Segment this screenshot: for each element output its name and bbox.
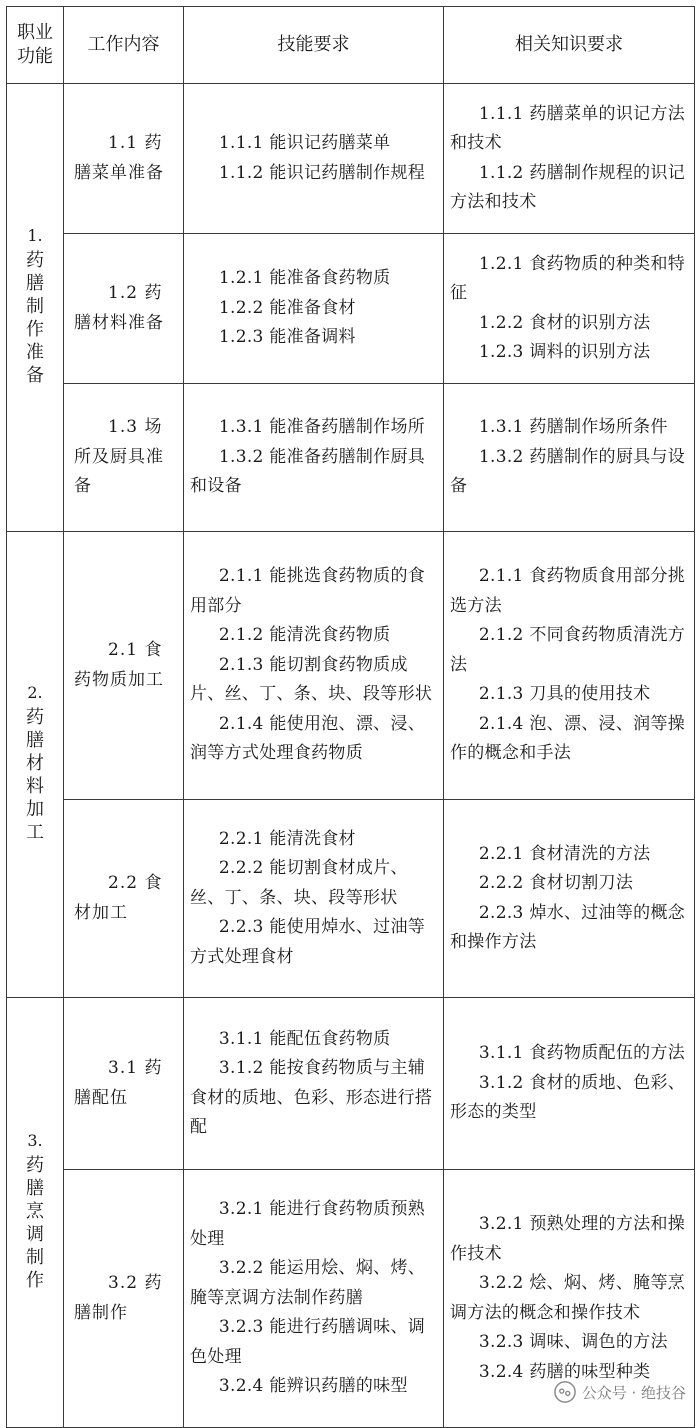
- knowledge-cell: [444, 234, 695, 384]
- knowledge-item: 2.1.2 不同食药物质清洗方法: [450, 625, 686, 675]
- work-content-cell: [64, 998, 184, 1170]
- knowledge-item: 3.2.1 预熟处理的方法和操作技术: [450, 1214, 686, 1264]
- table-row: [7, 532, 695, 800]
- skill-item: 3.2.2 能运用烩、焖、烤、腌等烹调方法制作药膳: [190, 1258, 426, 1308]
- table-row: [7, 84, 695, 234]
- function-cell: [7, 84, 64, 532]
- skills-cell: [184, 800, 444, 998]
- skill-item: 1.2.3 能准备调料: [218, 327, 356, 348]
- knowledge-item: 1.3.2 药膳制作的厨具与设备: [450, 446, 686, 497]
- skill-item: 2.1.4 能使用泡、漂、浸、润等方式处理食药物质: [190, 713, 426, 764]
- knowledge-item: 2.1.1 食药物质食用部分挑选方法: [450, 566, 686, 616]
- work-content-text: 1.2 药膳材料准备: [74, 283, 164, 333]
- function-cell: [7, 532, 64, 998]
- work-content-text: 1.3 场所及厨具准备: [74, 417, 164, 497]
- knowledge-item: 1.2.2 食材的识别方法: [478, 312, 651, 333]
- knowledge-item: 3.2.3 调味、调色的方法: [478, 1332, 668, 1352]
- work-content-text: 2.2 食材加工: [74, 873, 163, 923]
- watermark: [554, 1381, 686, 1403]
- knowledge-item: 1.1.1 药膳菜单的识记方法和技术: [450, 103, 686, 153]
- skills-cell: [184, 234, 444, 384]
- skill-item: 1.1.2 能识记药膳制作规程: [218, 162, 426, 183]
- function-cell: [7, 998, 64, 1428]
- skills-cell: [184, 998, 444, 1170]
- knowledge-item: 1.3.1 药膳制作场所条件: [478, 417, 668, 438]
- knowledge-item: 2.2.3 焯水、过油等的概念和操作方法: [450, 902, 686, 952]
- function-name: 药膳材料加工: [26, 706, 44, 843]
- function-name: 药膳烹调制作: [26, 1154, 44, 1291]
- skill-item: 2.1.3 能切割食药物质成片、丝、丁、条、块、段等形状: [190, 654, 433, 705]
- knowledge-item: 3.2.4 药膳的味型种类: [478, 1361, 651, 1382]
- skill-item: 2.2.3 能使用焯水、过油等方式处理食材: [190, 917, 426, 967]
- skill-item: 3.2.3 能进行药膳调味、调色处理: [190, 1317, 426, 1367]
- function-name: 药膳制作准备: [26, 249, 44, 386]
- table-row: [7, 384, 695, 532]
- work-content-cell: [64, 532, 184, 800]
- header-function: 职业功能: [7, 7, 64, 84]
- skill-item: 2.2.1 能清洗食材: [218, 828, 356, 849]
- skill-item: 1.3.2 能准备药膳制作厨具和设备: [190, 446, 426, 497]
- knowledge-cell: [444, 384, 695, 532]
- knowledge-item: 3.1.2 食材的质地、色彩、形态的类型: [450, 1072, 686, 1123]
- skill-item: 3.1.1 能配伍食药物质: [218, 1028, 391, 1049]
- work-content-text: 2.1 食药物质加工: [74, 640, 164, 690]
- knowledge-item: 1.2.3 调料的识别方法: [478, 342, 651, 362]
- knowledge-item: 2.2.1 食材清洗的方法: [478, 843, 651, 864]
- skill-item: 2.2.2 能切割食材成片、丝、丁、条、块、段等形状: [190, 858, 408, 908]
- work-content-text: 3.2 药膳制作: [74, 1273, 163, 1323]
- skills-cell: [184, 532, 444, 800]
- function-number: 3.: [27, 1130, 43, 1150]
- skills-cell: [184, 84, 444, 234]
- knowledge-item: 2.1.4 泡、漂、浸、润等操作的概念和手法: [450, 713, 686, 764]
- skills-table: [6, 6, 695, 1428]
- skill-item: 1.2.2 能准备食材: [218, 297, 356, 318]
- work-content-text: 3.1 药膳配伍: [74, 1058, 163, 1108]
- table-row: [7, 800, 695, 998]
- work-content-cell: [64, 234, 184, 384]
- knowledge-cell: [444, 998, 695, 1170]
- skill-item: 3.2.4 能辨识药膳的味型: [218, 1376, 408, 1397]
- skill-item: 1.1.1 能识记药膳菜单: [218, 133, 391, 153]
- knowledge-cell: [444, 84, 695, 234]
- knowledge-item: 1.2.1 食药物质的种类和特征: [450, 253, 686, 303]
- knowledge-cell: [444, 800, 695, 998]
- function-number: 2.: [27, 682, 43, 702]
- skills-cell: [184, 384, 444, 532]
- header-knowledge: 相关知识要求: [444, 7, 695, 84]
- skill-item: 3.2.1 能进行食药物质预熟处理: [190, 1199, 426, 1249]
- work-content-cell: [64, 1170, 184, 1428]
- watermark-text: 公众号 · 绝技谷: [581, 1383, 686, 1402]
- knowledge-item: 2.2.2 食材切割刀法: [478, 873, 634, 893]
- knowledge-item: 3.1.1 食药物质配伍的方法: [478, 1043, 686, 1064]
- work-content-text: 1.1 药膳菜单准备: [74, 133, 164, 183]
- skill-item: 1.2.1 能准备食药物质: [218, 268, 391, 289]
- header-row: [7, 7, 695, 84]
- knowledge-item: 2.1.3 刀具的使用技术: [478, 684, 651, 705]
- knowledge-cell: [444, 532, 695, 800]
- header-content: 工作内容: [64, 7, 184, 84]
- table-row: [7, 998, 695, 1170]
- work-content-cell: [64, 84, 184, 234]
- work-content-cell: [64, 800, 184, 998]
- skill-item: 3.1.2 能按食药物质与主辅食材的质地、色彩、形态进行搭配: [190, 1058, 433, 1137]
- table-row: [7, 234, 695, 384]
- skills-cell: [184, 1170, 444, 1428]
- knowledge-item: 3.2.2 烩、焖、烤、腌等烹调方法的概念和操作技术: [450, 1273, 686, 1323]
- skill-item: 2.1.1 能挑选食药物质的食用部分: [190, 566, 426, 616]
- skill-item: 1.3.1 能准备药膳制作场所: [218, 417, 426, 438]
- wechat-official-account-icon: [554, 1381, 576, 1403]
- header-skills: 技能要求: [184, 7, 444, 84]
- skill-item: 2.1.2 能清洗食药物质: [218, 625, 391, 646]
- work-content-cell: [64, 384, 184, 532]
- knowledge-item: 1.1.2 药膳制作规程的识记方法和技术: [450, 162, 686, 212]
- function-number: 1.: [27, 225, 43, 245]
